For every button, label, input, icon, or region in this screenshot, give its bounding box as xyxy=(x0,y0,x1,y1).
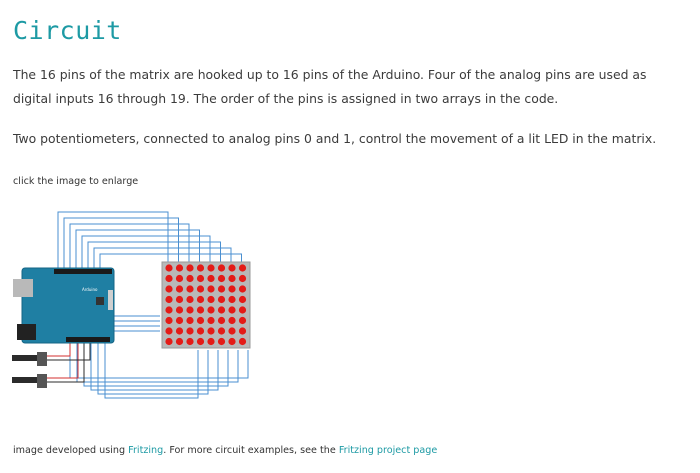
led xyxy=(228,285,235,292)
led xyxy=(197,285,204,292)
led xyxy=(218,317,225,324)
led xyxy=(218,327,225,334)
led xyxy=(197,327,204,334)
led xyxy=(207,317,214,324)
led xyxy=(239,327,246,334)
led xyxy=(186,275,193,282)
led xyxy=(176,296,183,303)
led xyxy=(207,285,214,292)
led xyxy=(176,285,183,292)
led xyxy=(197,317,204,324)
led xyxy=(186,296,193,303)
led xyxy=(228,338,235,345)
arduino-logo-text: Arduino xyxy=(82,287,98,292)
led xyxy=(239,285,246,292)
paragraph-matrix-pins: The 16 pins of the matrix are hooked up to 16 pins of the Arduino. Four of the analog pins are used as digital inputs 16 through 19. The order of the pins is assigned in two arrays in the code. xyxy=(13,67,647,106)
led xyxy=(176,317,183,324)
led xyxy=(239,338,246,345)
arduino-board xyxy=(13,268,114,343)
led xyxy=(239,264,246,271)
led xyxy=(186,338,193,345)
led xyxy=(239,317,246,324)
led xyxy=(197,275,204,282)
led xyxy=(165,296,172,303)
led xyxy=(207,275,214,282)
led xyxy=(228,296,235,303)
led xyxy=(228,317,235,324)
led xyxy=(197,338,204,345)
potentiometer-1 xyxy=(12,352,47,366)
digital-header xyxy=(54,269,112,274)
led xyxy=(176,264,183,271)
led xyxy=(218,264,225,271)
wire xyxy=(84,342,228,386)
led xyxy=(165,306,172,313)
led xyxy=(176,275,183,282)
led xyxy=(218,306,225,313)
led xyxy=(176,338,183,345)
analog-header xyxy=(66,337,110,342)
led xyxy=(165,327,172,334)
wire xyxy=(91,342,218,390)
paragraph-potentiometers: Two potentiometers, connected to analog pins 0 and 1, control the movement of a lit LED in the matrix. xyxy=(13,131,657,146)
led xyxy=(186,306,193,313)
led xyxy=(218,285,225,292)
icsp-header xyxy=(108,290,113,310)
led xyxy=(207,338,214,345)
led xyxy=(197,306,204,313)
usb-connector xyxy=(13,279,33,297)
power-jack xyxy=(17,324,36,340)
led xyxy=(218,338,225,345)
led xyxy=(239,306,246,313)
led xyxy=(207,306,214,313)
led xyxy=(228,327,235,334)
led-matrix xyxy=(162,262,250,348)
led xyxy=(186,327,193,334)
led xyxy=(239,296,246,303)
led xyxy=(165,275,172,282)
led xyxy=(218,296,225,303)
wire xyxy=(64,218,179,270)
led xyxy=(165,285,172,292)
led xyxy=(165,264,172,271)
image-caption: click the image to enlarge xyxy=(13,176,139,187)
led xyxy=(176,327,183,334)
wire xyxy=(58,212,168,270)
led xyxy=(218,275,225,282)
led xyxy=(239,275,246,282)
led xyxy=(197,296,204,303)
led xyxy=(228,275,235,282)
wire xyxy=(47,342,70,356)
led xyxy=(165,338,172,345)
led xyxy=(186,264,193,271)
potentiometer-2 xyxy=(12,374,47,388)
led xyxy=(228,264,235,271)
reset-button xyxy=(96,297,104,305)
led xyxy=(176,306,183,313)
led xyxy=(228,306,235,313)
led xyxy=(197,264,204,271)
image-credit: image developed using Fritzing. For more circuit examples, see the Fritzing project page xyxy=(13,445,438,456)
section-title: Circuit xyxy=(13,16,122,45)
fritzing-project-page-link[interactable]: Fritzing project page xyxy=(338,445,438,456)
led xyxy=(165,317,172,324)
led xyxy=(186,285,193,292)
led xyxy=(207,296,214,303)
led xyxy=(186,317,193,324)
led xyxy=(207,264,214,271)
fritzing-link[interactable]: Fritzing xyxy=(128,445,164,456)
led xyxy=(207,327,214,334)
